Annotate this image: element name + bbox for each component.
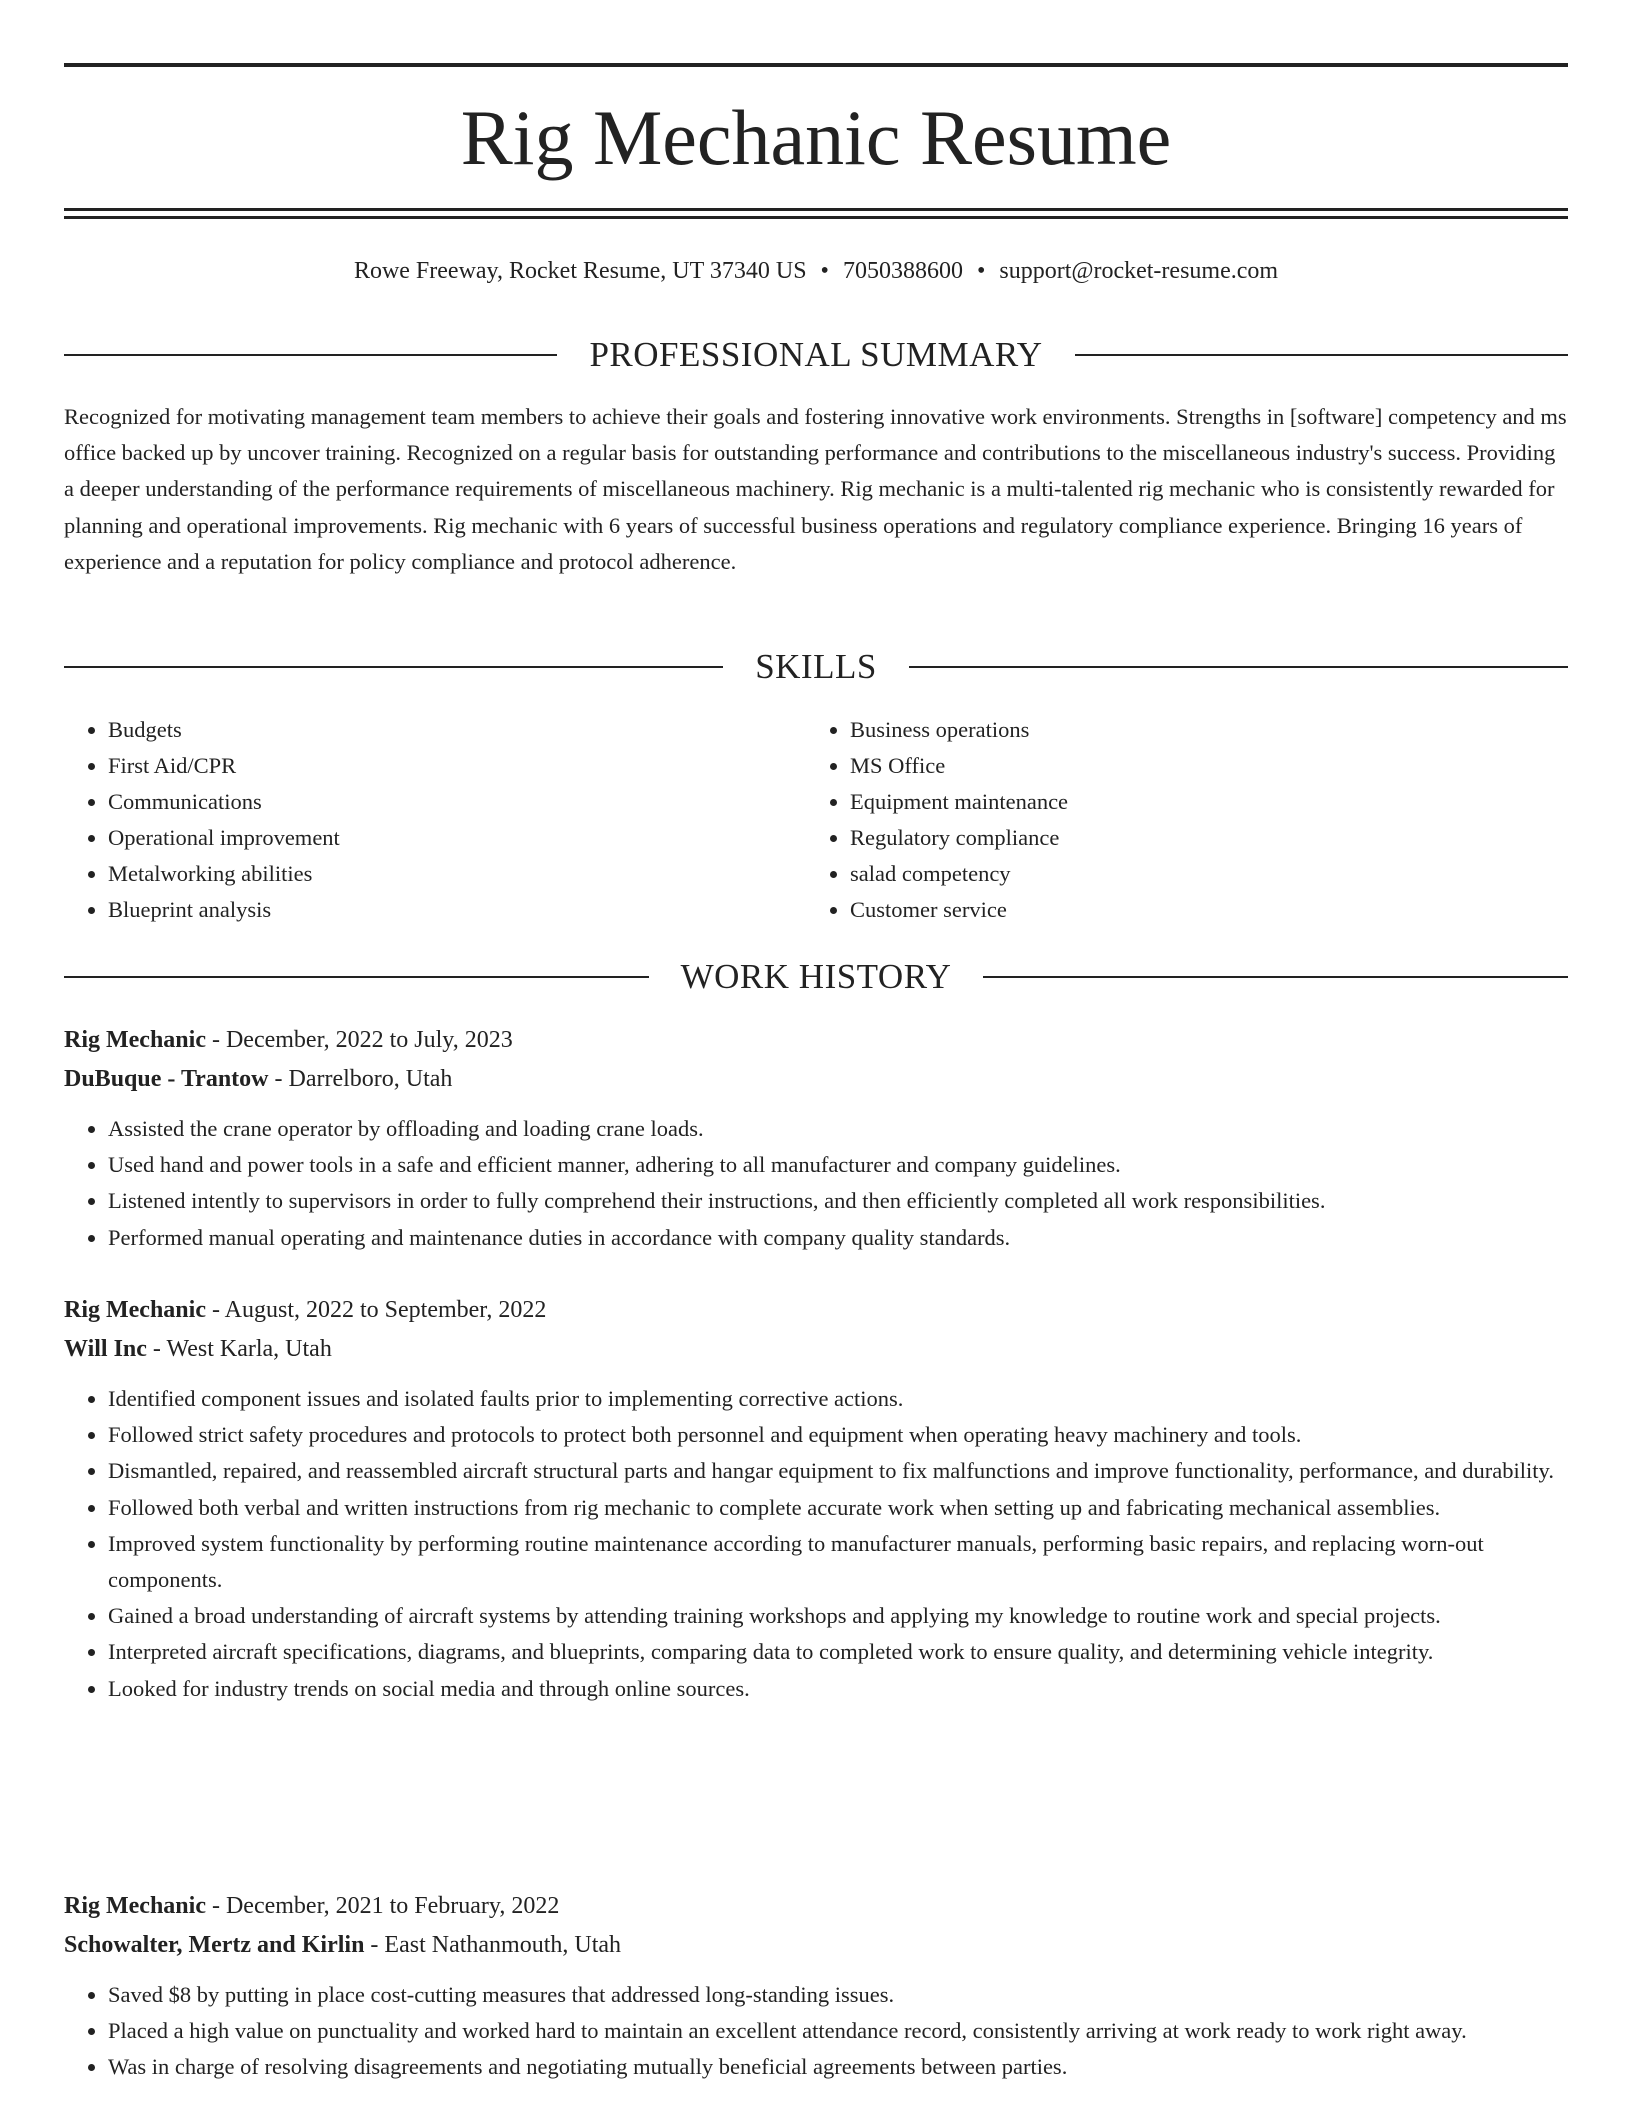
skills-column-left xyxy=(64,712,806,928)
duty-item: • Saved $8 by putting in place cost-cutting measures that addressed long-standing issues. xyxy=(108,1977,1568,2013)
duty-item: • Interpreted aircraft specifications, diagrams, and blueprints, comparing data to completed work to ensure quality, and determining vehicle integrity. xyxy=(108,1634,1568,1670)
job-dates: - December, 2022 to July, 2023 xyxy=(205,1027,513,1053)
job-duties xyxy=(64,1111,1568,1256)
page-title: Rig Mechanic Resume xyxy=(460,94,1172,181)
skill-item: • Equipment maintenance xyxy=(850,784,1548,820)
duty-item: • Improved system functionality by performing routine maintenance according to manufacturer manuals, performing basic repairs, and replacing worn-out components. xyxy=(108,1526,1568,1598)
job-company: Schowalter, Mertz and Kirlin xyxy=(64,1932,365,1958)
skills-heading xyxy=(64,645,1568,689)
summary-text: Recognized for motivating management team members to achieve their goals and fostering innovative work environments. Strengths in [software] competency and ms office backed up by uncover training. Recognized on a regular basis for outstanding performance and contributions to the miscellaneous industry's success. Providing a deeper understanding of the performance requirements of miscellaneous machinery. Rig mechanic is a multi-talented rig mechanic who is consistently rewarded for planning and operational improvements. Rig mechanic with 6 years of successful business operations and regulatory compliance experience. Bringing 16 years of experience and a reputation for policy compliance and protocol adherence. xyxy=(64,404,1567,574)
contact-line xyxy=(64,254,1568,288)
heading-rule xyxy=(1075,354,1568,356)
title-rule-lower xyxy=(64,216,1568,219)
skill-item: • Blueprint analysis xyxy=(108,892,806,928)
section-title: WORK HISTORY xyxy=(680,957,952,996)
skill-item: • MS Office xyxy=(850,748,1548,784)
duty-item: • Listened intently to supervisors in order to fully comprehend their instructions, and then efficiently completed all work responsibilities. xyxy=(108,1183,1568,1219)
job-company-line xyxy=(64,1926,1568,1965)
skills-column-right xyxy=(806,712,1548,928)
contact-separator: • xyxy=(976,258,986,284)
duty-item: • Dismantled, repaired, and reassembled aircraft structural parts and hangar equipment to fix malfunctions and improve functionality, performance, and durability. xyxy=(108,1453,1568,1489)
skill-item: • Business operations xyxy=(850,712,1548,748)
contact-email: support@rocket-resume.com xyxy=(999,258,1279,284)
heading-rule xyxy=(64,354,557,356)
section-title: PROFESSIONAL SUMMARY xyxy=(589,335,1043,374)
duty-item: • Used hand and power tools in a safe and efficient manner, adhering to all manufacturer and company guidelines. xyxy=(108,1147,1568,1183)
duty-item: • Placed a high value on punctuality and worked hard to maintain an excellent attendance record, consistently arriving at work ready to work right away. xyxy=(108,2013,1568,2049)
job-company-line xyxy=(64,1060,1568,1099)
job-entry xyxy=(64,1291,1568,1707)
section-title: SKILLS xyxy=(755,647,877,686)
contact-phone: 7050388600 xyxy=(842,258,963,284)
title-rule-upper xyxy=(64,208,1568,211)
top-rule xyxy=(64,63,1568,67)
skill-item: • First Aid/CPR xyxy=(108,748,806,784)
duty-item: • Gained a broad understanding of aircraft systems by attending training workshops and applying my knowledge to routine work and special projects. xyxy=(108,1598,1568,1634)
job-location: - West Karla, Utah xyxy=(146,1336,332,1362)
job-duties xyxy=(64,1381,1568,1707)
job-title: Rig Mechanic xyxy=(64,1297,206,1323)
skill-item: • Communications xyxy=(108,784,806,820)
job-role-line xyxy=(64,1887,1568,1926)
job-dates: - August, 2022 to September, 2022 xyxy=(205,1297,547,1323)
job-location: - East Nathanmouth, Utah xyxy=(364,1932,622,1958)
heading-rule xyxy=(909,666,1568,668)
heading-rule xyxy=(983,976,1568,978)
skill-item: • Metalworking abilities xyxy=(108,856,806,892)
work-history-heading xyxy=(64,955,1568,999)
job-company: DuBuque - Trantow xyxy=(64,1066,269,1092)
job-role-line xyxy=(64,1291,1568,1330)
skill-item: • Customer service xyxy=(850,892,1548,928)
duty-item: • Identified component issues and isolated faults prior to implementing corrective actions. xyxy=(108,1381,1568,1417)
skill-item: • Regulatory compliance xyxy=(850,820,1548,856)
skill-item: • salad competency xyxy=(850,856,1548,892)
job-title: Rig Mechanic xyxy=(64,1893,206,1919)
skills-list xyxy=(64,712,1568,928)
heading-rule xyxy=(64,666,723,668)
job-dates: - December, 2021 to February, 2022 xyxy=(205,1893,560,1919)
duty-item: • Followed strict safety procedures and protocols to protect both personnel and equipment when operating heavy machinery and tools. xyxy=(108,1417,1568,1453)
job-title: Rig Mechanic xyxy=(64,1027,206,1053)
summary-heading xyxy=(64,333,1568,377)
job-role-line xyxy=(64,1021,1568,1060)
contact-separator: • xyxy=(820,258,829,284)
duty-item: • Was in charge of resolving disagreements and negotiating mutually beneficial agreements between parties. xyxy=(108,2049,1568,2085)
skill-item: • Operational improvement xyxy=(108,820,806,856)
duty-item: • Performed manual operating and maintenance duties in accordance with company quality standards. xyxy=(108,1220,1568,1256)
job-entry xyxy=(64,1887,1568,2086)
job-company: Will Inc xyxy=(64,1336,147,1362)
job-duties xyxy=(64,1977,1568,2086)
job-company-line xyxy=(64,1330,1568,1369)
job-location: - Darrelboro, Utah xyxy=(268,1066,453,1092)
contact-address: Rowe Freeway, Rocket Resume, UT 37340 US xyxy=(353,258,807,284)
duty-item: • Looked for industry trends on social media and through online sources. xyxy=(108,1671,1568,1707)
duty-item: • Followed both verbal and written instructions from rig mechanic to complete accurate work when setting up and fabricating mechanical assemblies. xyxy=(108,1490,1568,1526)
job-entry xyxy=(64,1021,1568,1256)
skill-item: • Budgets xyxy=(108,712,806,748)
duty-item: • Assisted the crane operator by offloading and loading crane loads. xyxy=(108,1111,1568,1147)
heading-rule xyxy=(64,976,649,978)
